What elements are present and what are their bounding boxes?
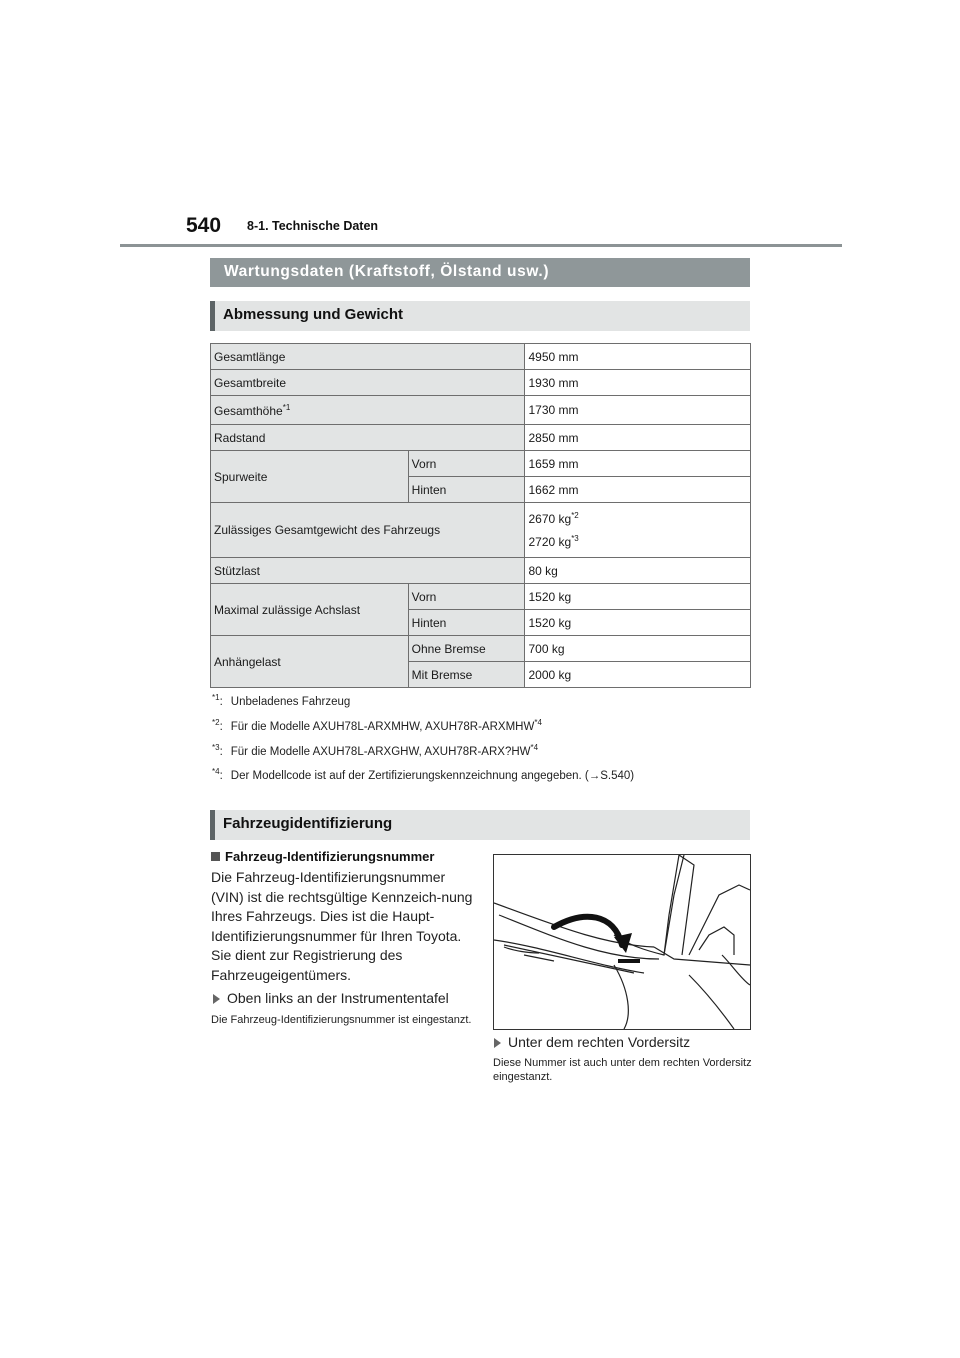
footnote-ref: *4	[530, 743, 539, 752]
vin-location-illustration	[493, 854, 751, 1030]
row-value	[525, 503, 751, 558]
row-value: 1930 mm	[525, 370, 751, 396]
location-1	[213, 990, 449, 1006]
location-2-note: Diese Nummer ist auch unter dem rechten Vordersitz eingestanzt.	[493, 1057, 752, 1083]
table-row	[211, 425, 751, 451]
footnote: $^{*3}$: Für die Modelle AXUH78L-ARXGHW, AXUH78R-ARX?HW$^{*4}$	[212, 743, 539, 758]
gvw-value-1: 2670 kg	[528, 512, 572, 526]
row-value: 80 kg	[525, 558, 751, 584]
row-label: Radstand	[211, 425, 525, 451]
sub-label: Hinten	[408, 610, 525, 636]
location-1-text: Oben links an der Instrumententafel	[227, 990, 449, 1006]
table-row	[211, 558, 751, 584]
sub-label: Hinten	[408, 477, 525, 503]
footnote-text: Der Modellcode ist auf der Zertifizierungskennzeichnung angegeben. (→S.540)	[230, 769, 635, 782]
footnote: $^{*2}$: Für die Modelle AXUH78L-ARXMHW, AXUH78R-ARXMHW$^{*4}$	[212, 718, 542, 733]
section-title: Wartungsdaten (Kraftstoff, Ölstand usw.)	[224, 263, 550, 280]
table-row	[211, 396, 751, 425]
vin-description: Die Fahrzeug-Identifizierungsnummer (VIN) ist die rechtsgültige Kennzeich-nung Ihres Fahrzeugs. Dies ist die Haupt-Identifizierungsnummer für Ihren Toyota. Sie dient zur Registrierung des Fahrzeugeigentümers.	[211, 869, 473, 983]
vin-heading	[211, 849, 434, 864]
footnote-text: Für die Modelle AXUH78L-ARXMHW, AXUH78R-ARXMHW	[230, 720, 535, 733]
gvw-value-2: 2720 kg	[528, 535, 572, 549]
subheading-identification	[210, 810, 750, 840]
footnote-ref: *1	[282, 402, 291, 412]
table-row	[211, 451, 751, 477]
subheading-dimensions	[210, 301, 750, 331]
table-row	[211, 584, 751, 610]
vin-heading-text: Fahrzeug-Identifizierungsnummer	[225, 849, 435, 864]
footnote: $^{*4}$: Der Modellcode ist auf der Zertifizierungskennzeichnung angegeben. (→S.540)	[212, 767, 635, 782]
row-value: 2850 mm	[525, 425, 751, 451]
table-row	[211, 636, 751, 662]
dimensions-table	[210, 343, 751, 688]
header-divider	[120, 244, 842, 247]
sub-label: Vorn	[408, 451, 525, 477]
row-value: 1520 kg	[525, 610, 751, 636]
row-value: 700 kg	[525, 636, 751, 662]
row-label-text: Gesamthöhe	[214, 403, 283, 418]
row-label: Spurweite	[211, 451, 409, 503]
footnote-ref: *2	[571, 511, 579, 520]
footnote-text: Unbeladenes Fahrzeug	[230, 695, 351, 708]
breadcrumb: 8-1. Technische Daten	[247, 219, 379, 233]
subheading-text: Fahrzeugidentifizierung	[223, 815, 393, 832]
row-value: 1730 mm	[525, 396, 751, 425]
square-bullet-icon	[211, 852, 220, 861]
subheading-accent	[210, 301, 215, 331]
sub-label: Ohne Bremse	[408, 636, 525, 662]
illustration-drawing	[494, 855, 750, 1029]
row-label: Stützlast	[211, 558, 525, 584]
row-value: 1659 mm	[525, 451, 751, 477]
table-row	[211, 370, 751, 396]
footnote: $^{*1}$: Unbeladenes Fahrzeug	[212, 693, 351, 708]
triangle-bullet-icon	[213, 994, 220, 1004]
row-value: 2000 kg	[525, 662, 751, 688]
footnote-ref: *3	[571, 534, 579, 543]
footnote-mark: *1	[212, 693, 220, 702]
location-2	[494, 1034, 690, 1050]
footnote-mark: *4	[212, 767, 220, 776]
footnote-text: Für die Modelle AXUH78L-ARXGHW, AXUH78R-ARX?HW	[230, 745, 531, 758]
page-number: 540	[186, 214, 222, 237]
row-value: 4950 mm	[525, 344, 751, 370]
footnote-ref: *4	[534, 718, 542, 727]
row-value: 1662 mm	[525, 477, 751, 503]
footnote-mark: *3	[212, 743, 220, 752]
row-label: Maximal zulässige Achslast	[211, 584, 409, 636]
triangle-bullet-icon	[494, 1038, 501, 1048]
sub-label: Mit Bremse	[408, 662, 525, 688]
row-label: Gesamtbreite	[211, 370, 525, 396]
location-2-text: Unter dem rechten Vordersitz	[508, 1034, 691, 1050]
footnote-mark: *2	[212, 718, 220, 727]
row-label: Anhängelast	[211, 636, 409, 688]
sub-label: Vorn	[408, 584, 525, 610]
subheading-text: Abmessung und Gewicht	[223, 306, 404, 323]
table-row	[211, 503, 751, 558]
location-1-note: Die Fahrzeug-Identifizierungsnummer ist eingestanzt.	[211, 1014, 472, 1026]
row-label	[211, 396, 525, 425]
subheading-accent	[210, 810, 215, 840]
row-label: Gesamtlänge	[211, 344, 525, 370]
table-row	[211, 344, 751, 370]
row-value: 1520 kg	[525, 584, 751, 610]
row-label: Zulässiges Gesamtgewicht des Fahrzeugs	[211, 503, 525, 558]
